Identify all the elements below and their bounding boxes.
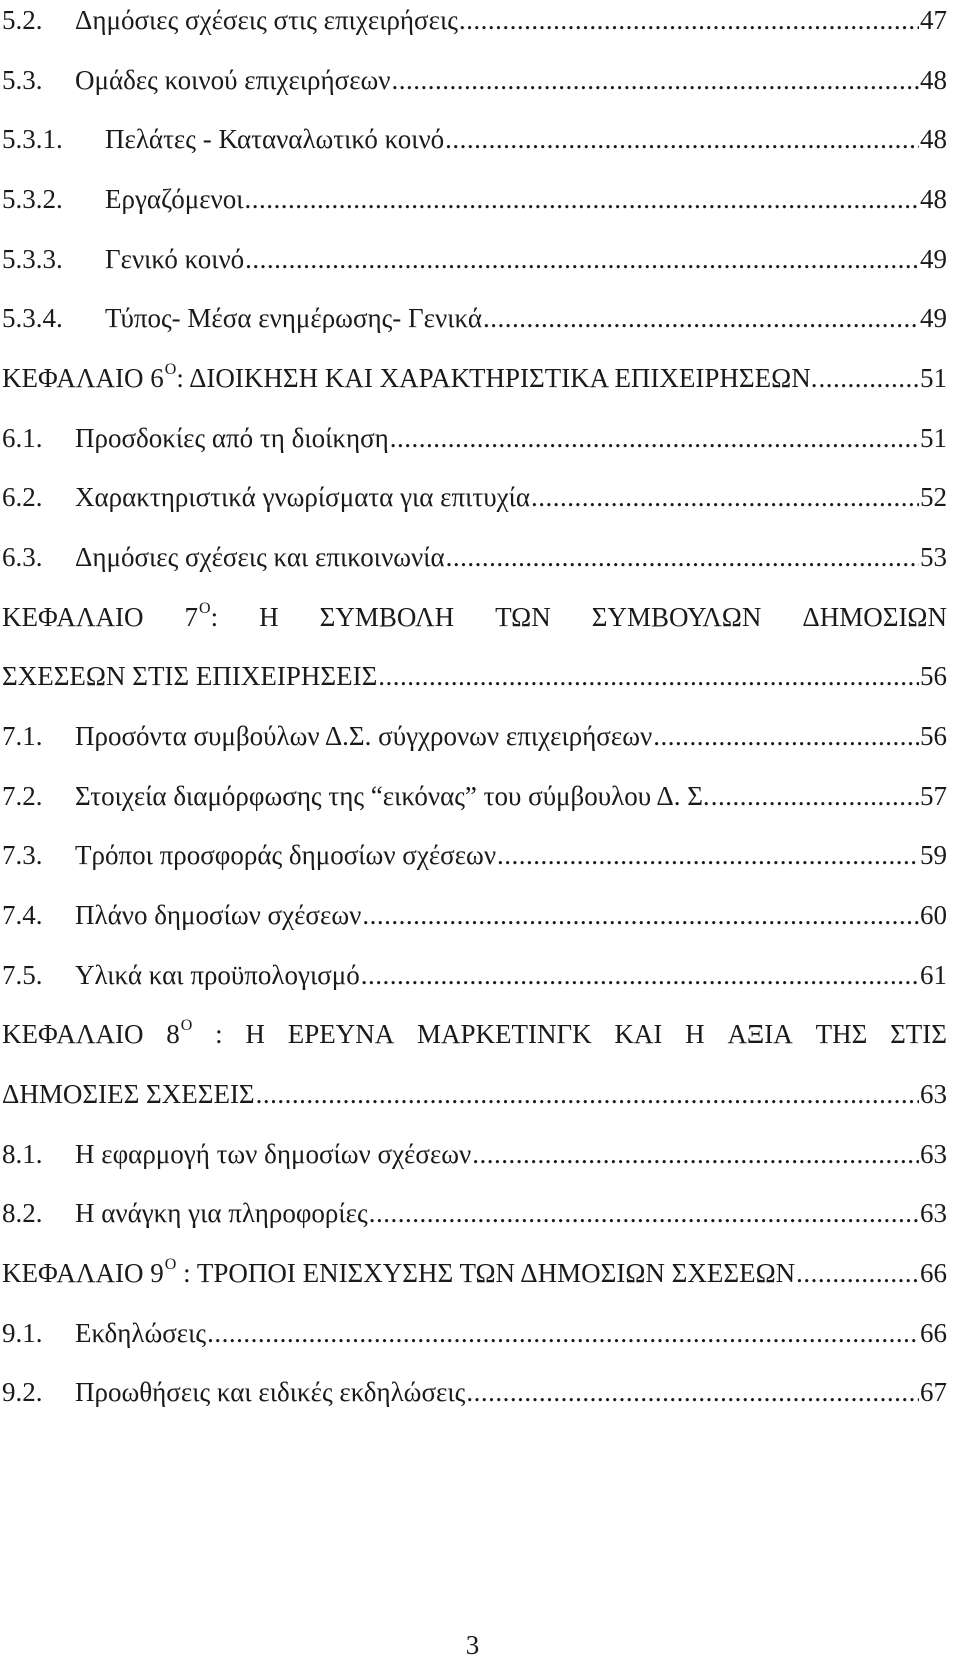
toc-entry-page: 60 [920, 900, 947, 930]
toc-entry-title: Τρόποι προσφοράς δημοσίων σχέσεων [75, 840, 497, 870]
toc-entry [2, 119, 947, 159]
toc-chapter-heading-line [2, 597, 947, 637]
toc-chapter-word: ΣΤΙΣ [890, 1019, 947, 1049]
toc-dot-leader [796, 1253, 919, 1293]
toc-chapter-entry [2, 656, 947, 696]
toc-chapter-word: Η [245, 1019, 265, 1049]
toc-entry-title: Γενικό κοινό [105, 244, 245, 274]
toc-entry-title: Τύπος- Μέσα ενημέρωσης- Γενικά [105, 303, 482, 333]
toc-entry [2, 955, 947, 995]
toc-entry-number: 5.3. [2, 65, 43, 95]
toc-chapter-word: Η [685, 1019, 705, 1049]
toc-entry [2, 179, 947, 219]
toc-entry-title: ΔΗΜΟΣΙΕΣ ΣΧΕΣΕΙΣ [2, 1079, 255, 1109]
toc-entry-title: ΣΧΕΣΕΩΝ ΣΤΙΣ ΕΠΙΧΕΙΡΗΣΕΙΣ [2, 661, 378, 691]
toc-dot-leader [711, 776, 919, 816]
toc-chapter-word: ΑΞΙΑ [727, 1019, 793, 1049]
toc-entry-title: Η εφαρμογή των δημοσίων σχέσεων [75, 1139, 472, 1169]
toc-dot-leader [207, 1313, 919, 1353]
toc-dot-leader [361, 955, 919, 995]
toc-entry-page: 61 [920, 960, 947, 990]
toc-dot-leader [653, 716, 919, 756]
toc-entry-number: 5.2. [2, 5, 43, 35]
toc-entry-number: 6.1. [2, 423, 43, 453]
toc-chapter-word: ΜΑΡΚΕΤΙΝΓΚ [416, 1019, 592, 1049]
toc-entry-number: 9.1. [2, 1318, 43, 1348]
toc-entry-number: 7.3. [2, 840, 43, 870]
toc-entry [2, 1372, 947, 1412]
toc-entry-title: Η ανάγκη για πληροφορίες [75, 1198, 368, 1228]
toc-dot-leader [459, 0, 919, 40]
toc-entry [2, 0, 947, 40]
toc-dot-leader [392, 60, 919, 100]
toc-entry-page: 47 [920, 5, 947, 35]
toc-entry-page: 63 [920, 1079, 947, 1109]
toc-chapter-label: ΚΕΦΑΛΑΙΟ [2, 602, 144, 632]
toc-entry-title: : ΤΡΟΠΟΙ ΕΝΙΣΧΥΣΗΣ ΤΩΝ ΔΗΜΟΣΙΩΝ ΣΧΕΣΕΩΝ [176, 1258, 796, 1288]
toc-dot-leader [466, 1372, 919, 1412]
toc-entry-page: 63 [920, 1198, 947, 1228]
toc-dot-leader [245, 179, 919, 219]
toc-chapter-label: ΚΕΦΑΛΑΙΟ 6 [2, 363, 164, 393]
toc-dot-leader [445, 119, 919, 159]
toc-dot-leader [483, 298, 919, 338]
toc-entry-title: Πελάτες - Καταναλωτικό κοινό [105, 124, 445, 154]
toc-entry-title: : ΔΙΟΙΚΗΣΗ ΚΑΙ ΧΑΡΑΚΤΗΡΙΣΤΙΚΑ ΕΠΙΧΕΙΡΗΣΕΩΝ. [176, 363, 818, 393]
toc-entry-title: Δημόσιες σχέσεις και επικοινωνία [75, 542, 445, 572]
toc-dot-leader [818, 358, 919, 398]
toc-entry-page: 66 [920, 1258, 947, 1288]
toc-chapter-word: ΤΗΣ [815, 1019, 868, 1049]
toc-entry-page: 48 [920, 184, 947, 214]
toc-entry-title: Χαρακτηριστικά γνωρίσματα για επιτυχία [75, 482, 531, 512]
toc-entry [2, 776, 947, 816]
toc-chapter-word: ΣΥΜΒΟΛΗ [319, 602, 455, 632]
toc-entry-title: Υλικά και προϋπολογισμό [75, 960, 360, 990]
toc-entry-number: 5.3.3. [2, 244, 63, 274]
toc-entry-number: 8.2. [2, 1198, 43, 1228]
toc-chapter-label: ΚΕΦΑΛΑΙΟ [2, 1019, 144, 1049]
toc-chapter-word: ΔΗΜΟΣΙΩΝ [802, 602, 947, 632]
toc-entry-page: 66 [920, 1318, 947, 1348]
toc-entry-title: Στοιχεία διαμόρφωσης της “εικόνας” του σύμβουλου Δ. Σ. [75, 781, 710, 811]
toc-entry-title: Προσδοκίες από τη διοίκηση [75, 423, 389, 453]
toc-dot-leader [390, 418, 919, 458]
toc-chapter-colon: : [210, 602, 219, 632]
toc-entry-page: 51 [920, 423, 947, 453]
toc-entry-page: 56 [920, 661, 947, 691]
toc-entry [2, 895, 947, 935]
toc-entry [2, 239, 947, 279]
toc-dot-leader [245, 239, 919, 279]
toc-entry-page: 53 [920, 542, 947, 572]
toc-entry [2, 477, 947, 517]
toc-dot-leader [378, 656, 919, 696]
toc-entry [2, 298, 947, 338]
toc-entry-number: 7.2. [2, 781, 43, 811]
toc-entry-page: 48 [920, 124, 947, 154]
toc-chapter-superscript: Ο [199, 600, 211, 617]
toc-chapter-superscript: Ο [164, 1256, 177, 1273]
toc-entry-page: 56 [920, 721, 947, 751]
toc-entry [2, 1134, 947, 1174]
toc-entry-page: 57 [920, 781, 947, 811]
toc-entry-number: 7.4. [2, 900, 43, 930]
toc-chapter-word: ΕΡΕΥΝΑ [287, 1019, 395, 1049]
toc-entry-title: Δημόσιες σχέσεις στις επιχειρήσεις [75, 5, 458, 35]
toc-dot-leader [472, 1134, 919, 1174]
toc-entry-page: 49 [920, 303, 947, 333]
toc-entry-page: 48 [920, 65, 947, 95]
toc-chapter-superscript: Ο [180, 1017, 193, 1034]
toc-entry-title: Πλάνο δημοσίων σχέσεων [75, 900, 362, 930]
toc-entry-number: 7.1. [2, 721, 43, 751]
toc-entry [2, 537, 947, 577]
toc-chapter-heading-line [2, 1014, 947, 1054]
toc-entry-number: 5.3.2. [2, 184, 63, 214]
toc-chapter-word: ΚΑΙ [614, 1019, 663, 1049]
toc-entry-title: Ομάδες κοινού επιχειρήσεων [75, 65, 391, 95]
toc-entry-number: 9.2. [2, 1377, 43, 1407]
page-number: 3 [465, 1630, 480, 1660]
toc-entry [2, 1313, 947, 1353]
toc-chapter-word: ΣΥΜΒΟΥΛΩΝ [591, 602, 762, 632]
toc-entry [2, 418, 947, 458]
toc-chapter-entry [2, 1253, 947, 1293]
toc-entry-page: 51 [920, 363, 947, 393]
toc-dot-leader [256, 1074, 919, 1114]
toc-entry-number: 6.2. [2, 482, 43, 512]
toc-entry-page: 63 [920, 1139, 947, 1169]
toc-entry [2, 1193, 947, 1233]
toc-entry-page: 59 [920, 840, 947, 870]
toc-chapter-entry [2, 1074, 947, 1114]
toc-entry [2, 716, 947, 756]
toc-chapter-superscript: Ο [164, 361, 177, 378]
toc-chapter-number: 7 [184, 602, 199, 632]
toc-chapter-word: ΤΩΝ [495, 602, 551, 632]
toc-dot-leader [362, 895, 919, 935]
toc-dot-leader [531, 477, 919, 517]
toc-entry-page: 49 [920, 244, 947, 274]
toc-dot-leader [497, 835, 919, 875]
toc-entry-title: Εργαζόμενοι [105, 184, 244, 214]
toc-dot-leader [369, 1193, 919, 1233]
toc-entry-number: 5.3.4. [2, 303, 63, 333]
toc-entry-page: 52 [920, 482, 947, 512]
toc-dot-leader [446, 537, 919, 577]
toc-chapter-number: 8 [166, 1019, 180, 1049]
toc-entry-title: Εκδηλώσεις [75, 1318, 207, 1348]
toc-chapter-colon: : [215, 1019, 223, 1049]
toc-chapter-label: ΚΕΦΑΛΑΙΟ 9 [2, 1258, 164, 1288]
toc-entry-number: 5.3.1. [2, 124, 63, 154]
toc-chapter-word: Η [259, 602, 279, 632]
toc-entry-title: Προσόντα συμβούλων Δ.Σ. σύγχρονων επιχειρήσεων [75, 721, 653, 751]
toc-entry [2, 60, 947, 100]
toc-entry-page: 67 [920, 1377, 947, 1407]
toc-entry-number: 6.3. [2, 542, 43, 572]
toc-chapter-entry [2, 358, 947, 398]
toc-entry-number: 8.1. [2, 1139, 43, 1169]
toc-entry-title: Προωθήσεις και ειδικές εκδηλώσεις [75, 1377, 466, 1407]
toc-entry [2, 835, 947, 875]
toc-entry-number: 7.5. [2, 960, 43, 990]
